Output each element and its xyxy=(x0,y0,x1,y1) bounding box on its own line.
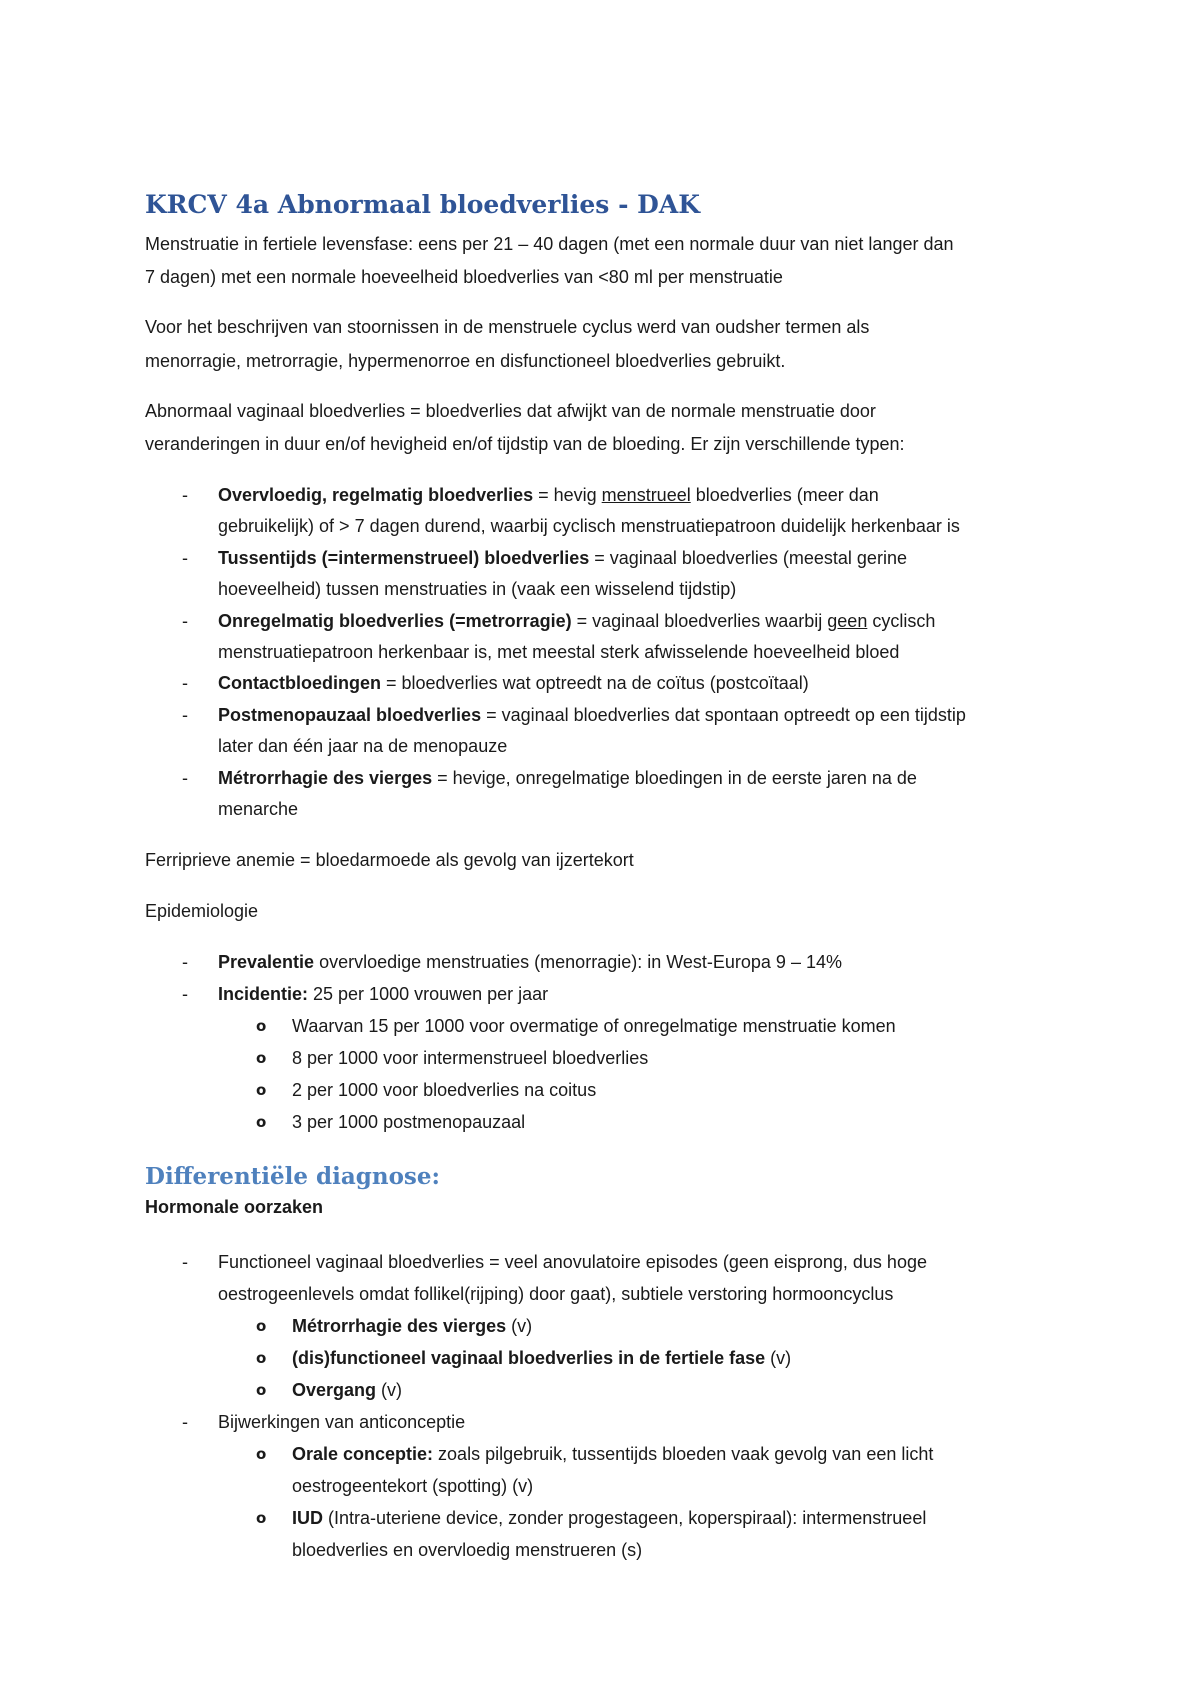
type-2-term: Tussentijds (=intermenstrueel) bloedverlies xyxy=(218,548,590,568)
list-item-type-4: Contactbloedingen = bloedverlies wat optreedt na de coïtus (postcoïtaal) xyxy=(218,673,809,693)
list-item-type-6: Métrorrhagie des vierges = hevige, onregelmatige bloedingen in de eerste jaren na de xyxy=(218,768,917,788)
functional-sub-1: Métrorrhagie des vierges (v) xyxy=(292,1316,533,1336)
type-3-line-2: menstruatiepatroon herkenbaar is, met meestal sterk afwisselende hoeveelheid bloed xyxy=(218,642,900,662)
incidence-sub-2: 8 per 1000 voor intermenstrueel bloedverlies xyxy=(292,1048,649,1068)
functional-sub-3: Overgang (v) xyxy=(292,1380,403,1400)
incidence-sub-1: Waarvan 15 per 1000 voor overmatige of onregelmatige menstruatie komen xyxy=(292,1016,896,1036)
section-heading-differential: Differentiële diagnose: xyxy=(145,1163,440,1190)
sub-bullet: o xyxy=(256,1381,267,1399)
type-3-term: Onregelmatig bloedverlies (=metrorragie) xyxy=(218,611,572,631)
type-1-term: Overvloedig, regelmatig bloedverlies xyxy=(218,485,534,505)
iud-item: IUD (Intra-uteriene device, zonder progestageen, koperspiraal): intermenstrueel xyxy=(292,1508,927,1528)
oral-contraception-item: Orale conceptie: zoals pilgebruik, tussentijds bloeden vaak gevolg van een licht xyxy=(292,1444,934,1464)
sub-bullet: o xyxy=(256,1445,267,1463)
type-6-term: Métrorrhagie des vierges xyxy=(218,768,433,788)
intro-line-1: Menstruatie in fertiele levensfase: eens per 21 – 40 dagen (met een normale duur van niet langer dan xyxy=(145,234,954,254)
list-dash: - xyxy=(182,485,188,505)
sub-bullet: o xyxy=(256,1049,267,1067)
list-dash: - xyxy=(182,1412,188,1432)
subheading-hormonal: Hormonale oorzaken xyxy=(145,1197,324,1217)
list-item-type-3: Onregelmatig bloedverlies (=metrorragie) = vaginaal bloedverlies waarbij geen cyclisch xyxy=(218,611,936,631)
intro-line-2: 7 dagen) met een normale hoeveelheid bloedverlies van <80 ml per menstruatie xyxy=(145,267,783,287)
contraception-item: Bijwerkingen van anticonceptie xyxy=(218,1412,466,1432)
ferriprieve-line: Ferriprieve anemie = bloedarmoede als gevolg van ijzertekort xyxy=(145,850,634,870)
type-4-term: Contactbloedingen xyxy=(218,673,381,693)
history-line-2: menorragie, metrorragie, hypermenorroe en disfunctioneel bloedverlies gebruikt. xyxy=(145,351,786,371)
list-item-type-5: Postmenopauzaal bloedverlies = vaginaal bloedverlies dat spontaan optreedt op een tijdstip xyxy=(218,705,966,725)
history-line-1: Voor het beschrijven van stoornissen in de menstruele cyclus werd van oudsher termen als xyxy=(145,317,870,337)
prevalence-item: Prevalentie overvloedige menstruaties (menorragie): in West-Europa 9 – 14% xyxy=(218,952,842,972)
type-1-line-2: gebruikelijk) of > 7 dagen durend, waarbij cyclisch menstruatiepatroon duidelijk herkenbaar is xyxy=(218,516,960,536)
definition-line-1: Abnormaal vaginaal bloedverlies = bloedverlies dat afwijkt van de normale menstruatie door xyxy=(145,401,876,421)
epidemiology-heading: Epidemiologie xyxy=(145,901,259,921)
oral-contraception-line-2: oestrogeentekort (spotting) (v) xyxy=(292,1476,534,1496)
sub-bullet: o xyxy=(256,1081,267,1099)
sub-bullet: o xyxy=(256,1509,267,1527)
type-5-line-2: later dan één jaar na de menopauze xyxy=(218,736,508,756)
type-2-line-2: hoeveelheid) tussen menstruaties in (vaak een wisselend tijdstip) xyxy=(218,579,737,599)
sub-bullet: o xyxy=(256,1017,267,1035)
functional-item: Functioneel vaginaal bloedverlies = veel anovulatoire episodes (geen eisprong, dus hoge xyxy=(218,1252,927,1272)
list-item-type-1: Overvloedig, regelmatig bloedverlies = hevig menstrueel bloedverlies (meer dan xyxy=(218,485,879,505)
functional-sub-2: (dis)functioneel vaginaal bloedverlies in de fertiele fase (v) xyxy=(292,1348,792,1368)
list-dash: - xyxy=(182,611,188,631)
definition-line-2: veranderingen in duur en/of hevigheid en/of tijdstip van de bloeding. Er zijn verschillende typen: xyxy=(145,434,905,454)
sub-bullet: o xyxy=(256,1113,267,1131)
incidence-item: Incidentie: 25 per 1000 vrouwen per jaar xyxy=(218,984,549,1004)
list-dash: - xyxy=(182,952,188,972)
list-item-type-2: Tussentijds (=intermenstrueel) bloedverlies = vaginaal bloedverlies (meestal gerine xyxy=(218,548,907,568)
list-dash: - xyxy=(182,548,188,568)
functional-item-line-2: oestrogeenlevels omdat follikel(rijping) door gaat), subtiele verstoring hormooncyclus xyxy=(218,1284,894,1304)
list-dash: - xyxy=(182,673,188,693)
incidence-sub-4: 3 per 1000 postmenopauzaal xyxy=(292,1112,526,1132)
page-title: KRCV 4a Abnormaal bloedverlies - DAK xyxy=(145,190,700,219)
type-6-line-2: menarche xyxy=(218,799,299,819)
iud-line-2: bloedverlies en overvloedig menstrueren (s) xyxy=(292,1540,643,1560)
sub-bullet: o xyxy=(256,1349,267,1367)
list-dash: - xyxy=(182,984,188,1004)
list-dash: - xyxy=(182,1252,188,1272)
type-5-term: Postmenopauzaal bloedverlies xyxy=(218,705,482,725)
list-dash: - xyxy=(182,768,188,788)
incidence-sub-3: 2 per 1000 voor bloedverlies na coitus xyxy=(292,1080,597,1100)
list-dash: - xyxy=(182,705,188,725)
sub-bullet: o xyxy=(256,1317,267,1335)
